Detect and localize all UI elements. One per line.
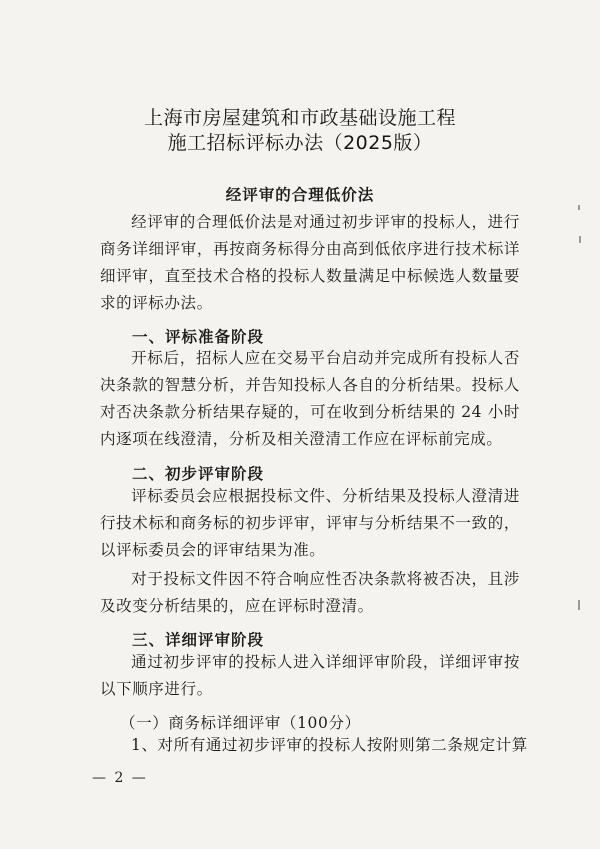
section-1-paragraph-text: 开标后，招标人应在交易平台启动并完成所有投标人否决条款的智慧分析，并告知投标人各自的分析结果。投标人对否决条款分析结果存疑的，可在收到分析结果的 24 小时内逐项在线澄清，分析及相关澄清工作应在评标前完成。	[100, 349, 520, 448]
scan-speck	[578, 600, 580, 610]
section-2-heading: 二、初步评审阶段	[132, 465, 265, 483]
section-2-paragraph-2	[100, 566, 520, 620]
section-2-paragraph-1-text: 评标委员会应根据投标文件、分析结果及投标人澄清进行技术标和商务标的初步评审，评审与分析结果不一致的，以评标委员会的评审结果为准。	[100, 487, 520, 559]
page-number: — 2 —	[92, 770, 148, 786]
intro-paragraph-text: 经评审的合理低价法是对通过初步评审的投标人，进行商务详细评审，再按商务标得分由高到低依序进行技术标详细评审，直至技术合格的投标人数量满足中标候选人数量要求的评标办法。	[100, 213, 520, 312]
item-1-paragraph	[100, 732, 528, 759]
subsection-1-heading: （一）商务标详细评审（100分）	[120, 714, 361, 732]
section-3-heading: 三、详细评审阶段	[132, 631, 265, 649]
item-1-paragraph-text: 1、对所有通过初步评审的投标人按附则第二条规定计算	[131, 736, 528, 754]
scan-speck	[579, 236, 581, 243]
section-1-paragraph	[100, 345, 520, 453]
scan-speck	[578, 205, 580, 210]
document-title-line-2: 施工招标评标办法（2025版）	[167, 132, 433, 154]
section-2-paragraph-2-text: 对于投标文件因不符合响应性否决条款将被否决，且涉及改变分析结果的，应在评标时澄清。	[100, 570, 520, 615]
section-2-paragraph-1	[100, 483, 520, 564]
section-3-paragraph-text: 通过初步评审的投标人进入详细评审阶段，详细评审按以下顺序进行。	[100, 653, 520, 698]
section-3-paragraph	[100, 649, 520, 703]
section-1-heading: 一、评标准备阶段	[132, 328, 265, 346]
document-title-line-1: 上海市房屋建筑和市政基础设施工程	[143, 107, 456, 129]
method-subtitle: 经评审的合理低价法	[225, 186, 375, 204]
intro-paragraph	[100, 209, 520, 317]
